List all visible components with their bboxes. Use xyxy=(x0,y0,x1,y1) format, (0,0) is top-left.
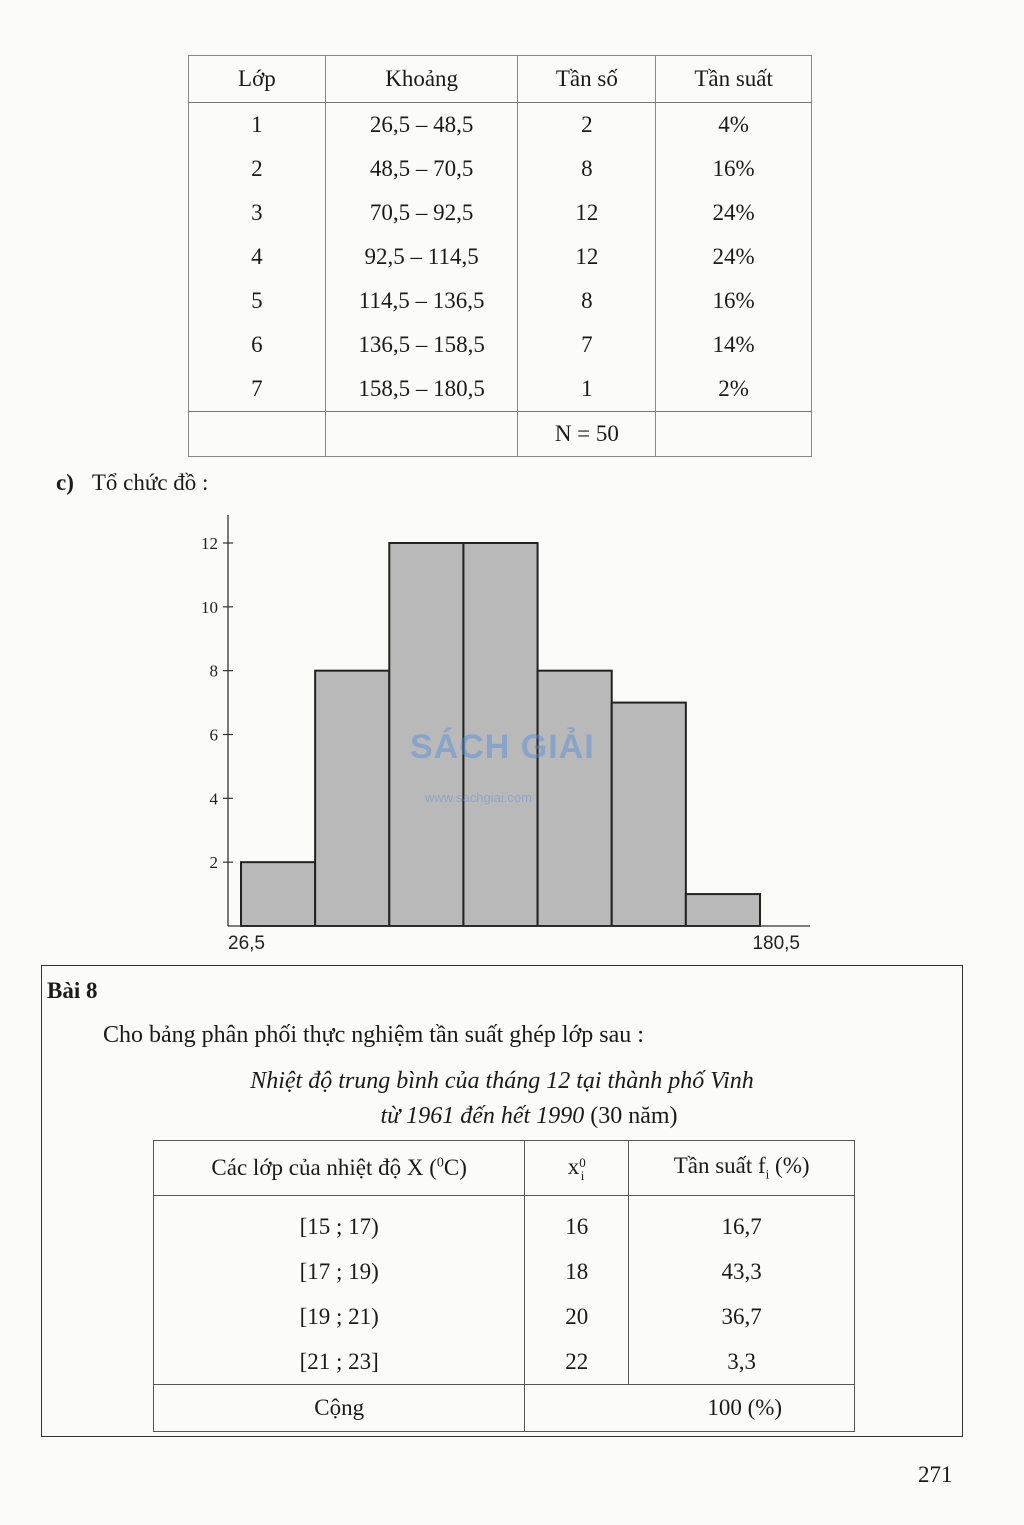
cell-class: [17 ; 19) xyxy=(154,1249,525,1294)
table-row xyxy=(154,1294,855,1339)
header-lop: Lớp xyxy=(189,56,326,103)
watermark-logo: SÁCH GIẢI xyxy=(410,728,595,766)
cell-khoang: 26,5 – 48,5 xyxy=(325,103,518,148)
cell-class: [19 ; 21) xyxy=(154,1294,525,1339)
cell-tan-so: 8 xyxy=(518,279,656,323)
exercise-title: Bài 8 xyxy=(47,978,98,1003)
table-row xyxy=(154,1249,855,1294)
table-header-row xyxy=(154,1141,855,1196)
cell-tan-so: 8 xyxy=(518,147,656,191)
page-number: 271 xyxy=(918,1462,953,1487)
header-khoang: Khoảng xyxy=(325,56,518,103)
total-label: Cộng xyxy=(154,1385,525,1432)
table-row xyxy=(154,1196,855,1250)
cell-khoang: 114,5 – 136,5 xyxy=(325,279,518,323)
total-n: N = 50 xyxy=(518,412,656,457)
y-tick-label: 12 xyxy=(201,534,218,553)
histogram-bar xyxy=(612,703,686,926)
cell-khoang: 48,5 – 70,5 xyxy=(325,147,518,191)
section-c-label: c) xyxy=(56,470,74,495)
watermark-url: www.sachgiai.com xyxy=(425,790,532,805)
total-value: 100 (%) xyxy=(525,1385,855,1432)
cell-freq: 43,3 xyxy=(629,1249,855,1294)
x-tick-label: 26,5 xyxy=(228,933,265,954)
cell-tan-suat: 24% xyxy=(656,191,812,235)
table-caption-line2 xyxy=(0,1103,1024,1130)
exercise-intro: Cho bảng phân phối thực nghiệm tần suất ghép lớp sau : xyxy=(103,1022,644,1048)
y-tick-label: 4 xyxy=(209,789,218,809)
header-tan-so: Tần số xyxy=(518,56,656,103)
histogram-bar xyxy=(315,671,389,926)
cell-tan-so: 7 xyxy=(518,323,656,367)
cell-tan-suat: 24% xyxy=(656,235,812,279)
y-tick-label: 6 xyxy=(209,725,218,745)
cell-tan-suat: 4% xyxy=(656,103,812,148)
cell-lop: 1 xyxy=(189,103,326,148)
cell-xi: 16 xyxy=(525,1196,629,1250)
caption-period: từ 1961 đến hết 1990 xyxy=(380,1103,585,1129)
cell-freq: 3,3 xyxy=(629,1339,855,1385)
table-total-row xyxy=(154,1385,855,1432)
cell-tan-so: 2 xyxy=(518,103,656,148)
cell-khoang: 70,5 – 92,5 xyxy=(325,191,518,235)
header-tan-suat: Tần suất xyxy=(656,56,812,103)
cell-khoang: 92,5 – 114,5 xyxy=(325,235,518,279)
y-tick-label: 2 xyxy=(209,853,218,873)
cell-class: [15 ; 17) xyxy=(154,1196,525,1250)
cell-lop: 7 xyxy=(189,367,326,412)
cell-lop: 6 xyxy=(189,323,326,367)
cell-freq: 16,7 xyxy=(629,1196,855,1250)
cell-freq: 36,7 xyxy=(629,1294,855,1339)
cell-tan-suat: 14% xyxy=(656,323,812,367)
cell-tan-so: 1 xyxy=(518,367,656,412)
cell-class: [21 ; 23] xyxy=(154,1339,525,1385)
cell-xi: 22 xyxy=(525,1339,629,1385)
histogram-bar xyxy=(241,862,315,926)
cell-lop: 4 xyxy=(189,235,326,279)
temperature-table xyxy=(153,1140,855,1432)
cell-lop: 3 xyxy=(189,191,326,235)
y-tick-label: 10 xyxy=(201,597,218,617)
caption-years: (30 năm) xyxy=(584,1103,678,1129)
cell-xi: 18 xyxy=(525,1249,629,1294)
y-tick-label: 8 xyxy=(209,661,218,681)
table-caption-line1: Nhiệt độ trung bình của tháng 12 tại thành phố Vinh xyxy=(250,1068,754,1094)
cell-tan-suat: 2% xyxy=(656,367,812,412)
histogram-bar xyxy=(538,671,612,926)
cell-lop: 2 xyxy=(189,147,326,191)
cell-tan-so: 12 xyxy=(518,191,656,235)
cell-tan-suat: 16% xyxy=(656,147,812,191)
header-freq: Tần suất $f_i$ (%) xyxy=(629,1141,855,1196)
table-row xyxy=(154,1339,855,1385)
header-class: Các lớp của nhiệt độ X ($^0$C) xyxy=(154,1141,525,1196)
cell-tan-suat: 16% xyxy=(656,279,812,323)
cell-xi: 20 xyxy=(525,1294,629,1339)
header-xi: x 0 i xyxy=(525,1141,629,1196)
histogram-bar xyxy=(686,894,760,926)
cell-khoang: 136,5 – 158,5 xyxy=(325,323,518,367)
cell-khoang: 158,5 – 180,5 xyxy=(325,367,518,412)
cell-lop: 5 xyxy=(189,279,326,323)
x-tick-label: 180,5 xyxy=(752,933,800,954)
section-c-text: Tổ chức đồ : xyxy=(91,470,209,495)
cell-tan-so: 12 xyxy=(518,235,656,279)
